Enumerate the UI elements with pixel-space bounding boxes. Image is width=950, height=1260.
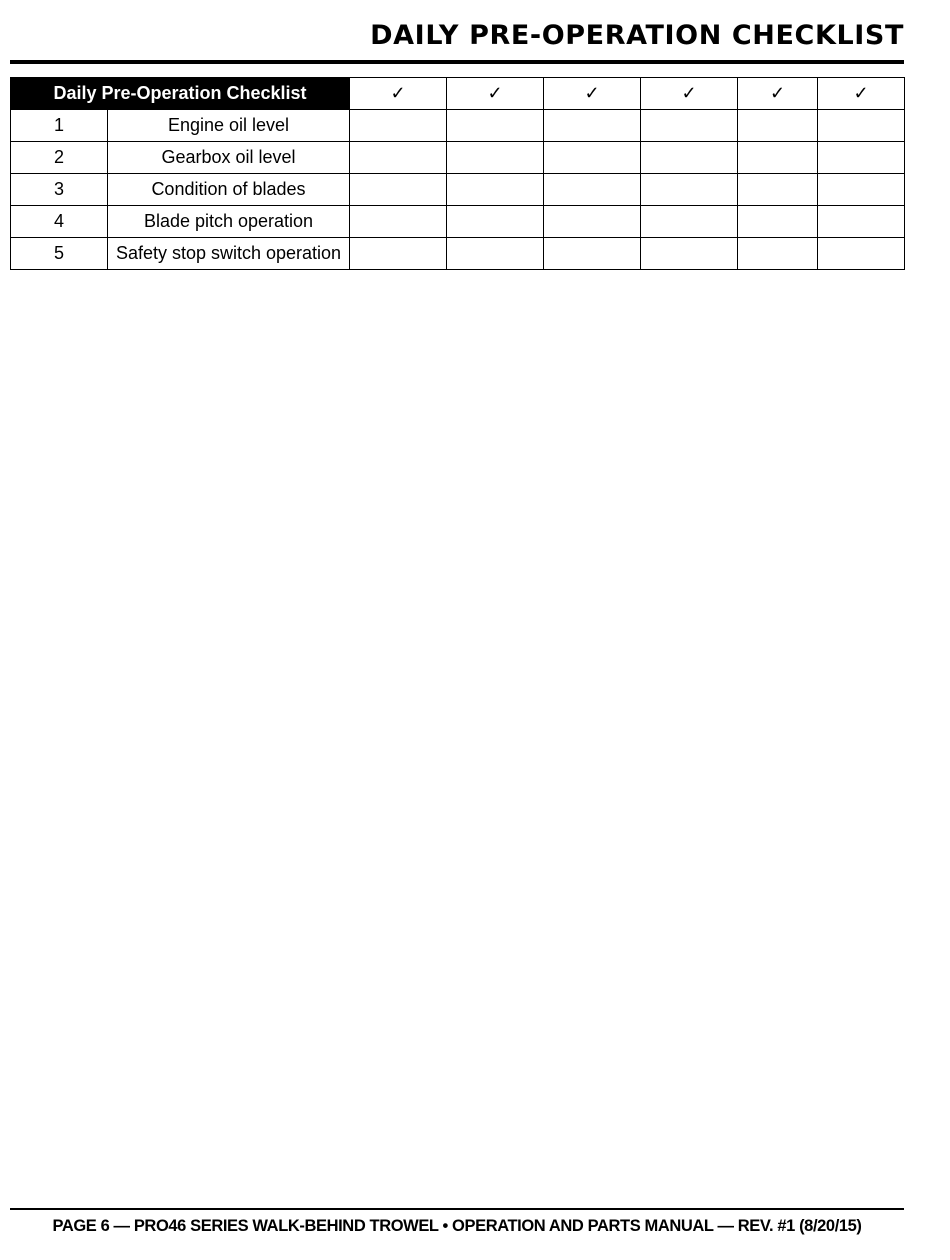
item-label: Gearbox oil level (108, 142, 350, 174)
check-cell[interactable] (738, 206, 818, 238)
item-label: Engine oil level (108, 110, 350, 142)
item-number: 4 (11, 206, 108, 238)
checklist-table (10, 77, 905, 270)
item-number: 1 (11, 110, 108, 142)
check-cell[interactable] (818, 206, 905, 238)
checkmark-icon: ✓ (447, 78, 544, 110)
checkmark-icon: ✓ (350, 78, 447, 110)
check-cell[interactable] (818, 110, 905, 142)
checkmark-icon: ✓ (738, 78, 818, 110)
check-cell[interactable] (544, 142, 641, 174)
check-cell[interactable] (738, 174, 818, 206)
check-cell[interactable] (818, 174, 905, 206)
check-cell[interactable] (738, 238, 818, 270)
table-row (11, 110, 905, 142)
check-cell[interactable] (738, 142, 818, 174)
check-cell[interactable] (641, 142, 738, 174)
check-cell[interactable] (350, 174, 447, 206)
check-cell[interactable] (818, 238, 905, 270)
check-cell[interactable] (544, 110, 641, 142)
check-cell[interactable] (447, 174, 544, 206)
check-cell[interactable] (641, 110, 738, 142)
item-number: 5 (11, 238, 108, 270)
check-cell[interactable] (447, 206, 544, 238)
item-number: 3 (11, 174, 108, 206)
checklist-title: Daily Pre-Operation Checklist (11, 78, 350, 110)
check-cell[interactable] (641, 174, 738, 206)
check-cell[interactable] (350, 238, 447, 270)
check-cell[interactable] (447, 142, 544, 174)
check-cell[interactable] (544, 238, 641, 270)
check-cell[interactable] (350, 206, 447, 238)
table-row (11, 206, 905, 238)
footer-divider (10, 1208, 904, 1210)
check-cell[interactable] (350, 142, 447, 174)
title-divider (10, 60, 904, 64)
item-label: Blade pitch operation (108, 206, 350, 238)
item-label: Condition of blades (108, 174, 350, 206)
checkmark-icon: ✓ (641, 78, 738, 110)
page-footer: PAGE 6 — PRO46 SERIES WALK-BEHIND TROWEL • OPERATION AND PARTS MANUAL — REV. #1 (8/20/15) (52, 1217, 862, 1235)
check-cell[interactable] (544, 206, 641, 238)
table-row (11, 174, 905, 206)
check-cell[interactable] (818, 142, 905, 174)
table-row (11, 142, 905, 174)
check-cell[interactable] (641, 206, 738, 238)
checkmark-icon: ✓ (544, 78, 641, 110)
check-cell[interactable] (738, 110, 818, 142)
page-title: DAILY PRE-OPERATION CHECKLIST (370, 20, 904, 51)
check-cell[interactable] (447, 238, 544, 270)
check-cell[interactable] (350, 110, 447, 142)
item-number: 2 (11, 142, 108, 174)
checkmark-icon: ✓ (818, 78, 905, 110)
check-cell[interactable] (544, 174, 641, 206)
check-cell[interactable] (641, 238, 738, 270)
item-label: Safety stop switch operation (108, 238, 350, 270)
checklist-header-row (11, 78, 905, 110)
check-cell[interactable] (447, 110, 544, 142)
table-row (11, 238, 905, 270)
